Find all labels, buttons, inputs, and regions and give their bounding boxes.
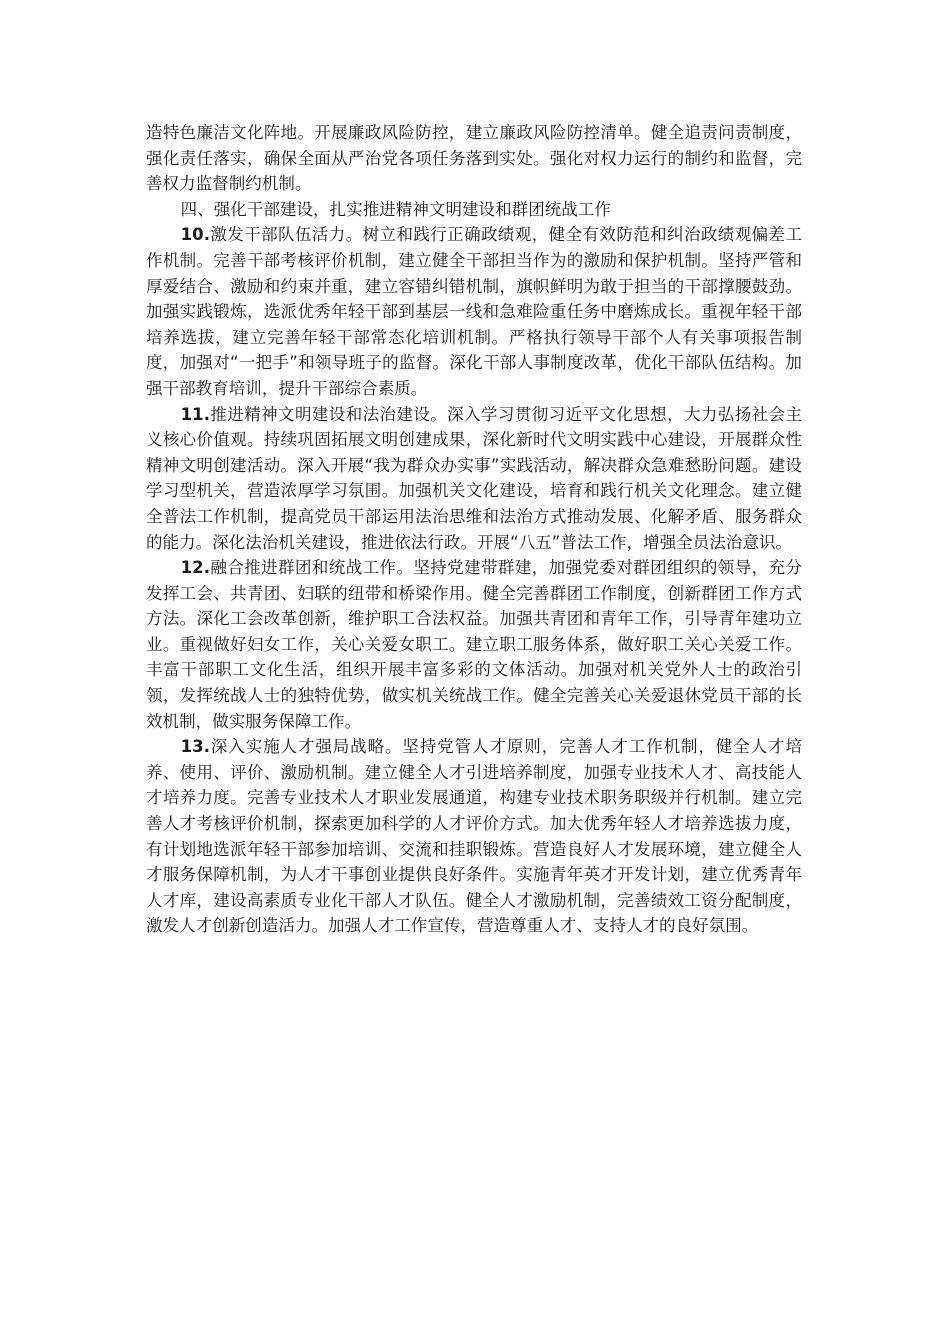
section-heading-text: 四、强化干部建设，扎实推进精神文明建设和群团统战工作 [180, 199, 611, 219]
document-body [146, 120, 802, 939]
paragraph-item-13 [146, 734, 802, 939]
item-number: 10. [180, 225, 211, 245]
paragraph-text: 深入实施人才强局战略。坚持党管人才原则，完善人才工作机制，健全人才培养、使用、评价、激励机制。建立健全人才引进培养制度，加强专业技术人才、高技能人才培养力度。完善专业技术人才职业发展通道，构建专业技术职务职级并行机制。建立完善人才考核评价机制，探索更加科学的人才评价方式。加大优秀年轻人才培养选拔力度，有计划地选派年轻干部参加培训、交流和挂职锻炼。营造良好人才发展环境，建立健全人才服务保障机制，为人才干事创业提供良好条件。实施青年英才开发计划，建立优秀青年人才库，建设高素质专业化干部人才队伍。健全人才激励机制，完善绩效工资分配制度，激发人才创新创造活力。加强人才工作宣传，营造尊重人才、支持人才的良好氛围。 [146, 737, 802, 936]
paragraph-item-10 [146, 222, 802, 401]
section-heading [146, 197, 802, 223]
paragraph-item-11 [146, 402, 802, 556]
paragraph-item-12 [146, 555, 802, 734]
paragraph-continuation [146, 120, 802, 197]
item-number: 11. [180, 404, 211, 424]
item-number: 12. [180, 558, 211, 578]
paragraph-text: 推进精神文明建设和法治建设。深入学习贯彻习近平文化思想，大力弘扬社会主义核心价值观。持续巩固拓展文明创建成果，深化新时代文明实践中心建设，开展群众性精神文明创建活动。深入开展“我为群众办实事”实践活动，解决群众急难愁盼问题。建设学习型机关，营造浓厚学习氛围。加强机关文化建设，培育和践行机关文化理念。建立健全普法工作机制，提高党员干部运用法治思维和法治方式推动发展、化解矛盾、服务群众的能力。深化法治机关建设，推进依法行政。开展“八五”普法工作，增强全员法治意识。 [146, 404, 802, 552]
item-number: 13. [180, 737, 211, 757]
paragraph-text: 激发干部队伍活力。树立和践行正确政绩观，健全有效防范和纠治政绩观偏差工作机制。完善干部考核评价机制，建立健全干部担当作为的激励和保护机制。坚持严管和厚爱结合、激励和约束并重，建立容错纠错机制，旗帜鲜明为敢于担当的干部撑腰鼓劲。加强实践锻炼，选派优秀年轻干部到基层一线和急难险重任务中磨炼成长。重视年轻干部培养选拔，建立完善年轻干部常态化培训机制。严格执行领导干部个人有关事项报告制度，加强对“一把手”和领导班子的监督。深化干部人事制度改革，优化干部队伍结构。加强干部教育培训，提升干部综合素质。 [146, 225, 802, 398]
paragraph-text: 融合推进群团和统战工作。坚持党建带群建，加强党委对群团组织的领导，充分发挥工会、共青团、妇联的纽带和桥梁作用。健全完善群团工作制度，创新群团工作方式方法。深化工会改革创新，维护职工合法权益。加强共青团和青年工作，引导青年建功立业。重视做好妇女工作，关心关爱女职工。建立职工服务体系，做好职工关心关爱工作。丰富干部职工文化生活，组织开展丰富多彩的文体活动。加强对机关党外人士的政治引领，发挥统战人士的独特优势，做实机关统战工作。健全完善关心关爱退休党员干部的长效机制，做实服务保障工作。 [146, 558, 802, 731]
paragraph-text: 造特色廉洁文化阵地。开展廉政风险防控，建立廉政风险防控清单。健全追责问责制度，强化责任落实，确保全面从严治党各项任务落到实处。强化对权力运行的制约和监督，完善权力监督制约机制。 [146, 123, 802, 194]
